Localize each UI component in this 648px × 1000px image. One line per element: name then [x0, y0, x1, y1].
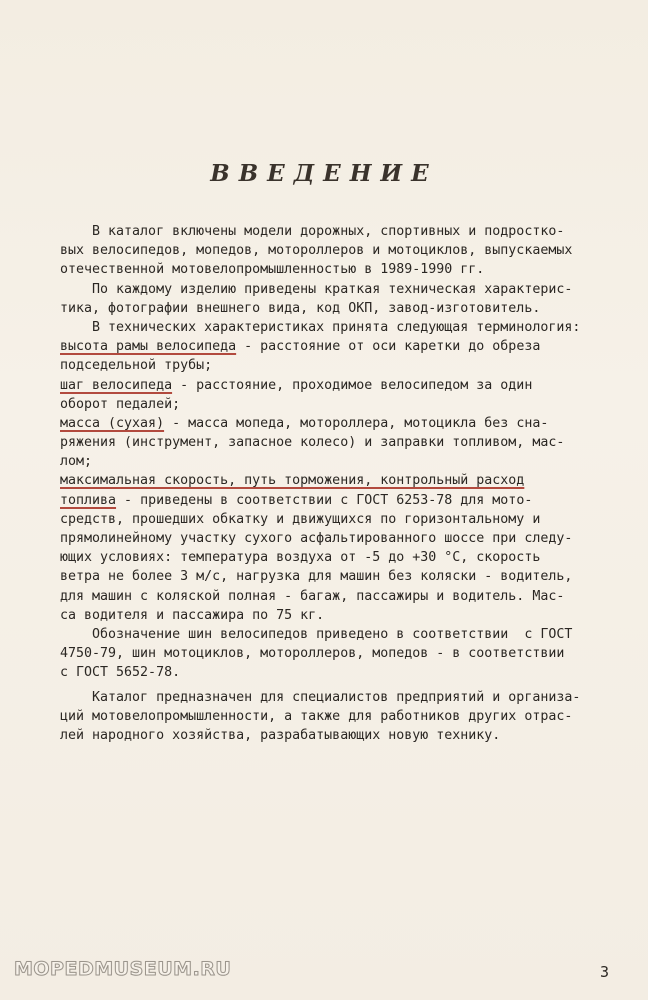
term-line: [60, 414, 612, 433]
term-max-speed: максимальная скорость, путь торможения, контрольный расход: [60, 473, 525, 489]
text-line: вых велосипедов, мопедов, мотороллеров и мотоциклов, выпускаемых: [60, 243, 573, 259]
term-definition: - приведены в соответствии с ГОСТ 6253-78 для мото-: [116, 492, 533, 508]
text-line: В каталог включены модели дорожных, спортивных и подростко-: [60, 224, 565, 239]
text-line: 4750-79, шин мотоциклов, мотороллеров, мопедов - в соответствии: [60, 646, 565, 662]
term-dry-mass: масса (сухая): [60, 415, 165, 431]
term-line: [60, 491, 612, 510]
text-line: с ГОСТ 5652-78.: [60, 665, 181, 681]
term-definition: - расстояние, проходимое велосипедом за один: [172, 377, 533, 393]
text-line: лей народного хозяйства, разрабатывающих новую технику.: [60, 727, 501, 743]
term-definition: - масса мопеда, мотороллера, мотоцикла без сна-: [164, 415, 549, 431]
text-line: ющих условиях: температура воздуха от -5 до +30 °С, скорость: [60, 550, 541, 566]
text-line: подседельной трубы;: [60, 358, 213, 374]
text-line: ряжения (инструмент, запасное колесо) и заправки топливом, мас-: [60, 435, 565, 451]
text-line: оборот педалей;: [60, 396, 181, 412]
term-line: [60, 471, 612, 490]
text-line: В технических характеристиках принята следующая терминология:: [60, 319, 581, 335]
text-line: для машин с коляской полная - багаж, пассажиры и водитель. Мас-: [60, 588, 565, 604]
page-title: ВВЕДЕНИЕ: [210, 160, 438, 187]
term-definition: - расстояние от оси каретки до обреза: [236, 339, 541, 355]
text-line: Каталог предназначен для специалистов предприятий и организа-: [60, 689, 581, 705]
text-line: прямолинейному участку сухого асфальтированного шоссе при следу-: [60, 531, 573, 546]
introduction-text: [60, 222, 612, 745]
text-line: са водителя и пассажира по 75 кг.: [60, 607, 325, 623]
text-line: ций мотовелопромышленности, а также для работников других отрас-: [60, 708, 573, 724]
term-fuel: топлива: [60, 492, 117, 508]
text-line: тика, фотографии внешнего вида, код ОКП, завод-изготовитель.: [60, 300, 541, 316]
watermark: MOPEDMUSEUM.RU: [14, 958, 232, 980]
term-bicycle-step: шаг велосипеда: [60, 377, 173, 393]
text-line: Обозначение шин велосипедов приведено в соответствии с ГОСТ: [60, 626, 573, 642]
text-line: средств, прошедших обкатку и движущихся по горизонтальному и: [60, 511, 541, 527]
term-frame-height: высота рамы велосипеда: [60, 339, 237, 355]
page-number: 3: [600, 963, 610, 981]
text-line: По каждому изделию приведены краткая техническая характерис-: [60, 281, 573, 297]
text-line: ветра не более 3 м/с, нагрузка для машин без коляски - водитель,: [60, 569, 573, 585]
term-line: [60, 337, 612, 356]
text-line: отечественной мотовелопромышленностью в 1989-1990 гг.: [60, 262, 485, 278]
text-line: лом;: [60, 454, 93, 470]
term-line: [60, 376, 612, 395]
